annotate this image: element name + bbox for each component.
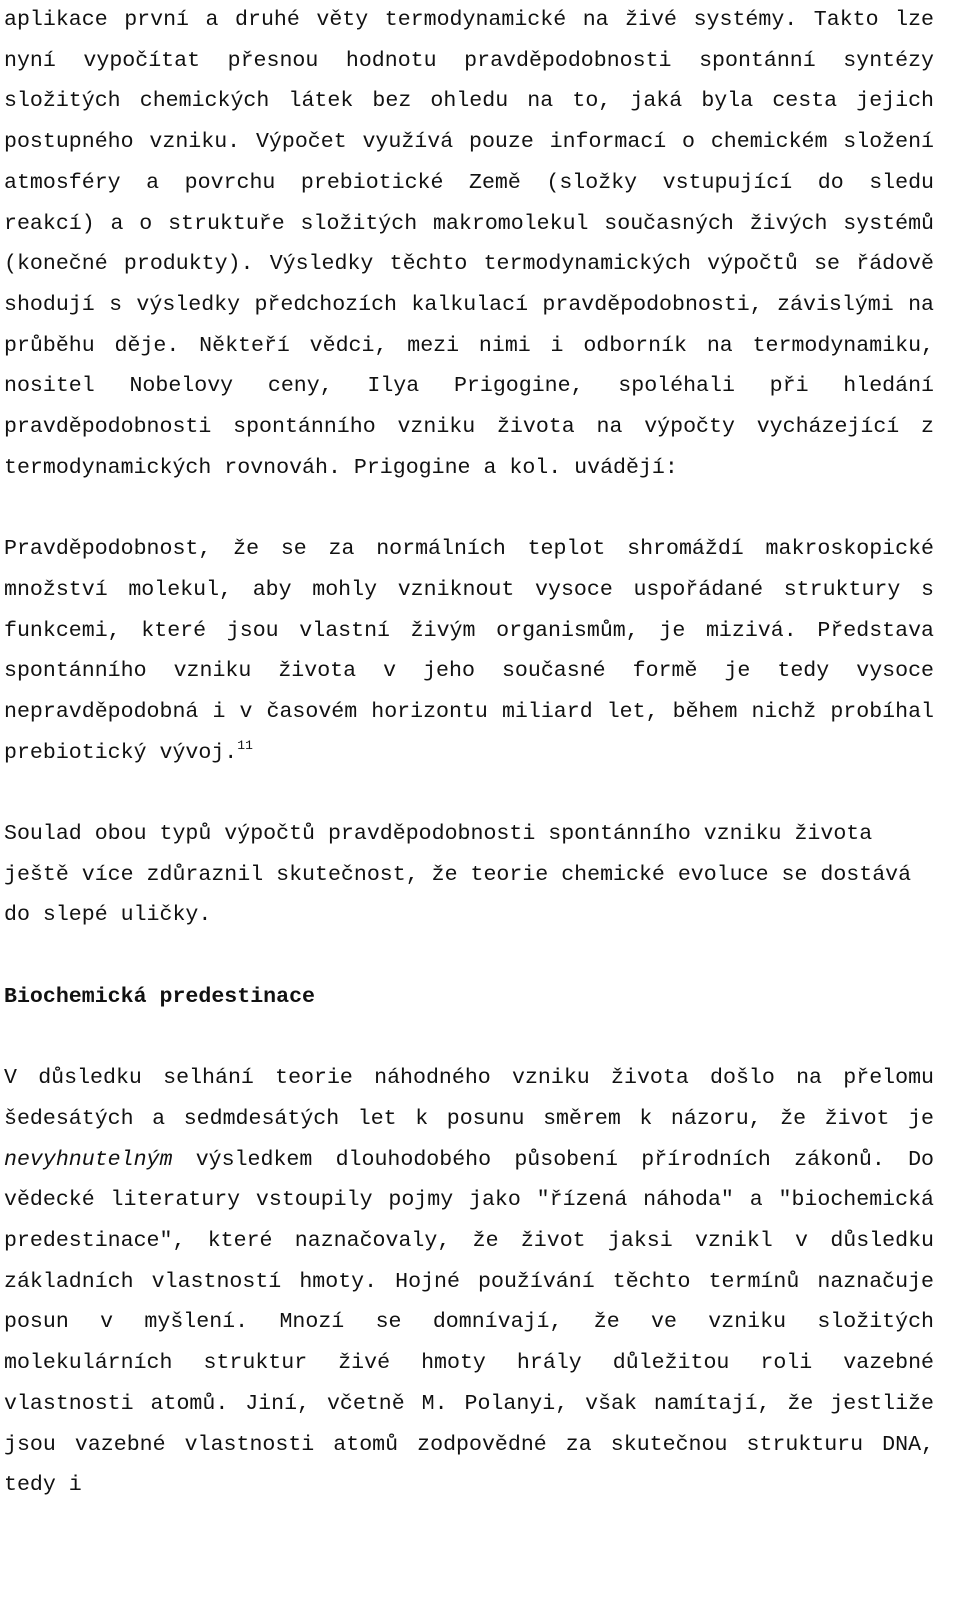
paragraph-gap	[4, 936, 934, 977]
paragraph-gap	[4, 488, 934, 529]
paragraph-conclusion-text: Soulad obou typů výpočtů pravděpodobnosti spontánního vzniku života ještě více zdůraznil skutečnost, že teorie chemické evoluce se dostává do slepé uličky.	[4, 822, 912, 928]
paragraph-predestination-rest: výsledkem dlouhodobého působení přírodních zákonů. Do vědecké literatury vstoupily pojmy jako "řízená náhoda" a "biochemická predestinace", které naznačovaly, že život jaksi vznikl v důsledku základních vlastností hmoty. Hojné používání těchto termínů naznačuje posun v myšlení. Mnozí se domnívají, že ve vzniku složitých molekulárních struktur živé hmoty hrály důležitou roli vazebné vlastnosti atomů. Jiní, včetně M. Polanyi, však namítají, že jestliže jsou vazebné vlastnosti atomů zodpovědné za skutečnou strukturu DNA, tedy i	[4, 1147, 934, 1498]
block-quote-prigogine	[4, 529, 934, 773]
paragraph-thermodynamics-tail: Někteří vědci, mezi nimi i odborník na termodynamiku, nositel Nobelovy ceny, Ilya Prigogine, spoléhali při hledání pravděpodobnosti spontánního vzniku života na výpočty vycházející z termodynamických rovnováh. Prigogine a kol. uvádějí:	[4, 333, 934, 480]
paragraph-thermodynamics	[4, 0, 934, 488]
footnote-ref: 11	[237, 737, 253, 753]
paragraph-conclusion	[4, 814, 934, 936]
paragraph-predestination-start: V důsledku selhání teorie náhodného vzniku života došlo na přelomu šedesátých a sedmdesátých let k posunu směrem k názoru, že život je	[4, 1066, 934, 1131]
emphasis-nevyhnutelnym: nevyhnutelným	[4, 1147, 173, 1172]
quote-text: Pravděpodobnost, že se za normálních teplot shromáždí makroskopické množství molekul, aby mohly vzniknout vysoce uspořádané struktury s funkcemi, které jsou vlastní živým organismům, je mizivá. Představa spontánního vzniku života v jeho současné formě je tedy vysoce nepravděpodobná i v časovém horizontu miliard let, během nichž probíhal prebiotický vývoj.	[4, 537, 934, 765]
document-page	[4, 0, 934, 1506]
section-heading: Biochemická predestinace	[4, 984, 316, 1009]
paragraph-thermodynamics-mid: Výpočet využívá pouze informací o chemickém složení atmosféry a povrchu prebiotické Země (složky vstupující do sledu reakcí) a o struktuře složitých makromolekul současných živých systémů (konečné produkty). Výsledky těchto termodynamických výpočtů se řádově shodují s výsledky předchozích kalkulací pravděpodobnosti, závislými na průběhu děje.	[4, 130, 934, 358]
paragraph-gap	[4, 1018, 934, 1059]
paragraph-thermodynamics-lead: aplikace první a druhé věty termodynamické na živé systémy. Takto lze nyní vypočítat přesnou hodnotu pravděpodobnosti spontánní syntézy složitých chemických látek bez ohledu na to, jaká byla cesta jejich postupného vzniku.	[4, 8, 934, 155]
paragraph-predestination	[4, 1058, 934, 1506]
paragraph-gap	[4, 773, 934, 814]
